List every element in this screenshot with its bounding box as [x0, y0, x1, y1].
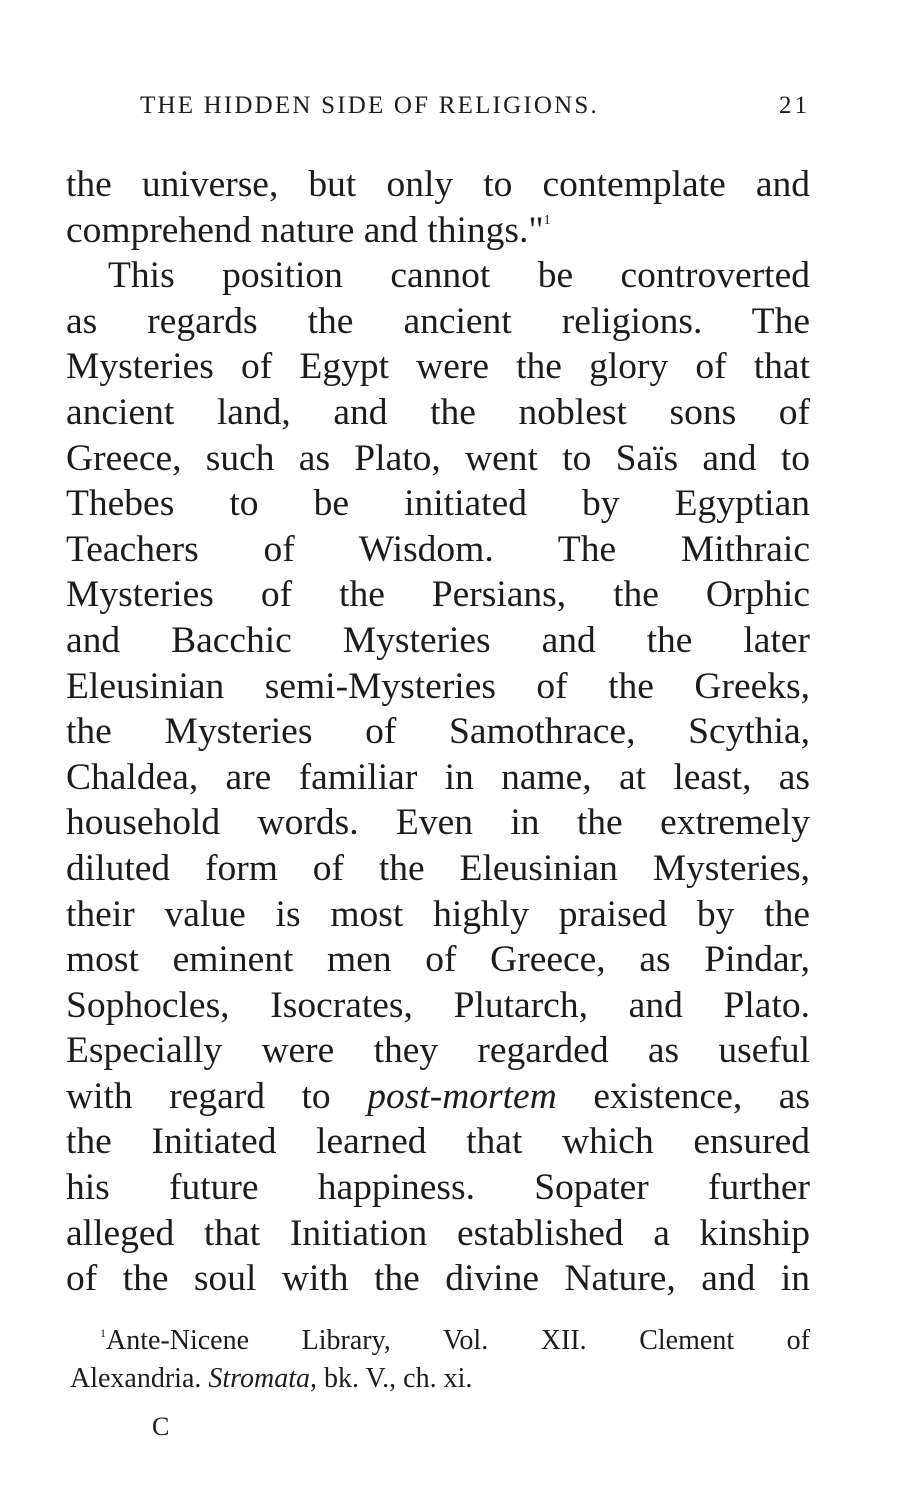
- text-line: This position cannot be controverted: [108, 255, 810, 297]
- text-line: Teachers of Wisdom. The Mithraic: [66, 528, 810, 570]
- footnote-marker: 1: [100, 1326, 106, 1340]
- text-line: Chaldea, are familiar in name, at least, as: [66, 756, 810, 798]
- text-line: most eminent men of Greece, as Pindar,: [66, 939, 810, 981]
- text-line: Mysteries of Egypt were the glory of that: [66, 346, 810, 388]
- footnote-ref: 1: [543, 212, 551, 228]
- text-line: the Initiated learned that which ensured: [66, 1121, 810, 1163]
- text-line: alleged that Initiation established a kinship: [66, 1212, 810, 1254]
- text-line: diluted form of the Eleusinian Mysteries,: [66, 847, 810, 889]
- text-line: Eleusinian semi-Mysteries of the Greeks,: [66, 665, 810, 707]
- text-line: Mysteries of the Persians, the Orphic: [66, 574, 810, 616]
- text-line: and Bacchic Mysteries and the later: [66, 619, 810, 661]
- running-title: THE HIDDEN SIDE OF RELIGIONS.: [140, 92, 599, 119]
- text-line: Greece, such as Plato, went to Saïs and to: [66, 437, 810, 479]
- text-line: the universe, but only to contemplate and: [66, 164, 810, 205]
- footnote-line: $^1$Ante-Nicene Library, Vol. XII. Clement of: [100, 1325, 810, 1356]
- text-line: the Mysteries of Samothrace, Scythia,: [66, 711, 810, 753]
- footnote-line: Alexandria. Stromata, bk. V., ch. xi.: [70, 1363, 473, 1394]
- signature-mark: C: [152, 1412, 170, 1441]
- text-line: their value is most highly praised by the: [66, 893, 810, 935]
- text-line: of the soul with the divine Nature, and in: [66, 1258, 810, 1300]
- page-number: 21: [779, 92, 810, 119]
- footnote: [70, 1322, 810, 1398]
- text-line: with regard to post-mortem existence, as: [66, 1075, 810, 1117]
- text-line: comprehend nature and things."$^1$: [66, 209, 551, 251]
- body-text: [66, 162, 810, 1302]
- text-line: his future happiness. Sopater further: [66, 1167, 810, 1209]
- text-line: ancient land, and the noblest sons of: [66, 391, 810, 433]
- text-line: Especially were they regarded as useful: [66, 1030, 810, 1072]
- italic-title: Stromata: [208, 1363, 311, 1394]
- text-line: Sophocles, Isocrates, Plutarch, and Plato.: [66, 984, 810, 1026]
- text-line: household words. Even in the extremely: [66, 802, 810, 844]
- italic-term: post-mortem: [367, 1075, 557, 1117]
- text-line: Thebes to be initiated by Egyptian: [66, 483, 810, 525]
- text-line: as regards the ancient religions. The: [66, 300, 810, 342]
